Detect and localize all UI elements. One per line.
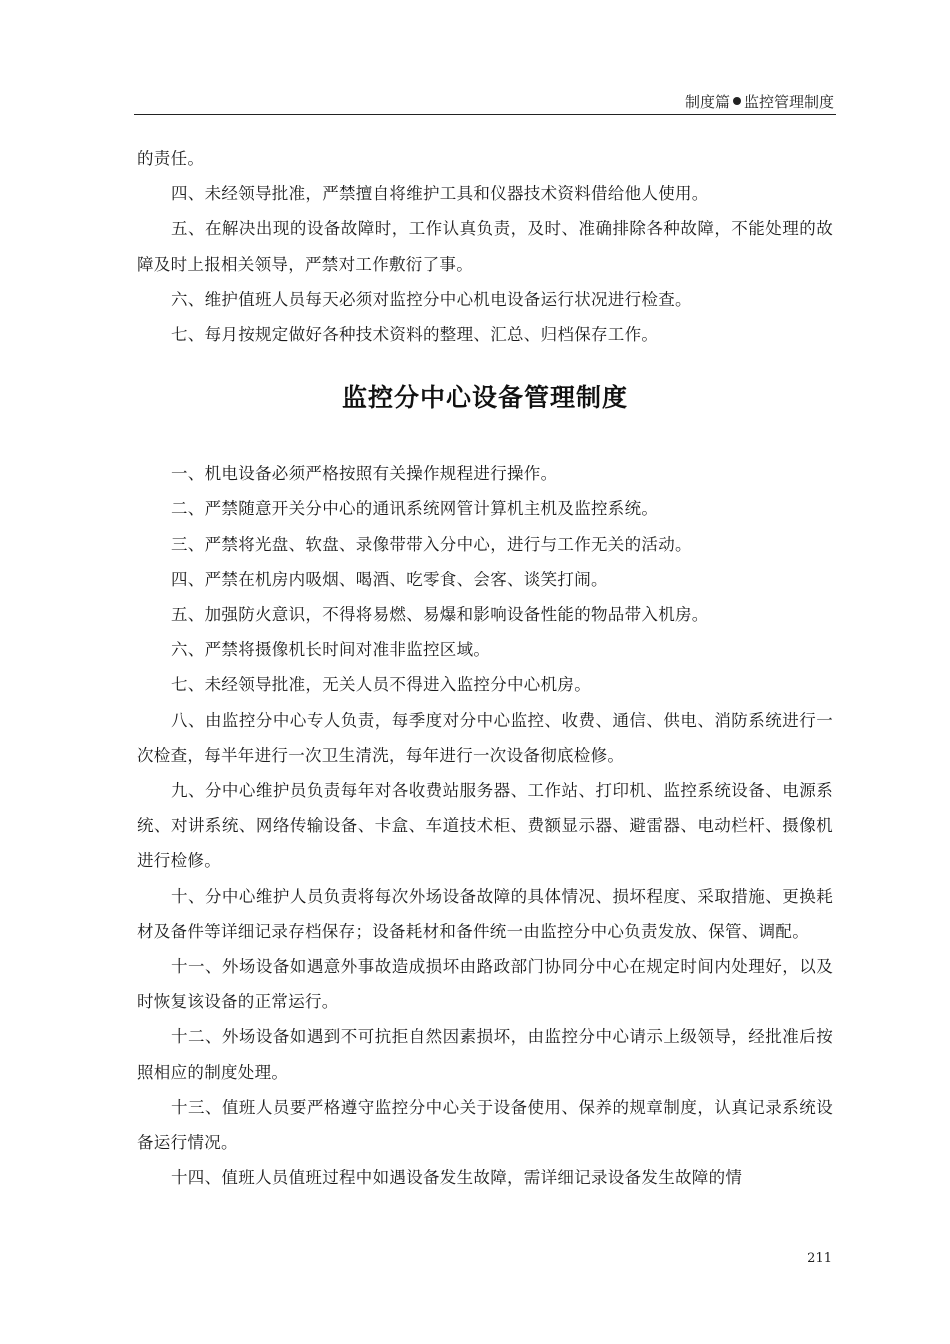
rule-item: 六、严禁将摄像机长时间对准非监控区域。 (171, 640, 491, 660)
section-title: 监控分中心设备管理制度 (341, 383, 628, 413)
running-header (134, 92, 836, 115)
header-section: 监控管理制度 (743, 93, 834, 111)
paragraph: 七、每月按规定做好各种技术资料的整理、汇总、归档保存工作。 (171, 325, 659, 345)
continued-paragraph: 的责任。 (137, 149, 205, 168)
paragraph: 五、在解决出现的设备故障时，工作认真负责，及时、准确排除各种故障，不能处理的故障及时上报相关领导，严禁对工作敷衍了事。 (137, 219, 833, 274)
paragraph: 六、维护值班人员每天必须对监控分中心机电设备运行状况进行检查。 (171, 289, 692, 309)
page-number: 211 (807, 1251, 832, 1266)
rule-item: 九、分中心维护员负责每年对各收费站服务器、工作站、打印机、监控系统设备、电源系统、对讲系统、网络传输设备、卡盒、车道技术柜、费额显示器、避雷器、电动栏杆、摄像机进行检修。 (137, 781, 833, 871)
header-bullet-icon (733, 97, 741, 105)
rule-item: 十四、值班人员值班过程中如遇设备发生故障，需详细记录设备发生故障的情 (171, 1168, 743, 1188)
rule-item: 七、未经领导批准，无关人员不得进入监控分中心机房。 (171, 675, 591, 695)
rule-item: 十三、值班人员要严格遵守监控分中心关于设备使用、保养的规章制度，认真记录系统设备运行情况。 (137, 1097, 833, 1153)
rule-item: 十一、外场设备如遇意外事故造成损坏由路政部门协同分中心在规定时间内处理好，以及时恢复该设备的正常运行。 (137, 957, 833, 1012)
rule-item: 四、严禁在机房内吸烟、喝酒、吃零食、会客、谈笑打闹。 (171, 569, 608, 589)
rule-item: 二、严禁随意开关分中心的通讯系统网管计算机主机及监控系统。 (171, 499, 659, 519)
rule-item: 八、由监控分中心专人负责，每季度对分中心监控、收费、通信、供电、消防系统进行一次检查，每半年进行一次卫生清洗，每年进行一次设备彻底检修。 (137, 710, 833, 765)
paragraph: 四、未经领导批准，严禁擅自将维护工具和仪器技术资料借给他人使用。 (171, 184, 709, 204)
rule-item: 一、机电设备必须严格按照有关操作规程进行操作。 (171, 464, 558, 484)
rule-item: 五、加强防火意识，不得将易燃、易爆和影响设备性能的物品带入机房。 (171, 605, 709, 625)
header-text (685, 92, 834, 112)
header-part: 制度篇 (684, 93, 730, 111)
rule-item: 十二、外场设备如遇到不可抗拒自然因素损坏，由监控分中心请示上级领导，经批准后按照相应的制度处理。 (137, 1027, 833, 1082)
page-body (137, 141, 833, 1195)
rule-item: 三、严禁将光盘、软盘、录像带带入分中心，进行与工作无关的活动。 (171, 534, 692, 554)
rule-item: 十、分中心维护人员负责将每次外场设备故障的具体情况、损坏程度、采取措施、更换耗材及备件等详细记录存档保存；设备耗材和备件统一由监控分中心负责发放、保管、调配。 (137, 886, 833, 941)
